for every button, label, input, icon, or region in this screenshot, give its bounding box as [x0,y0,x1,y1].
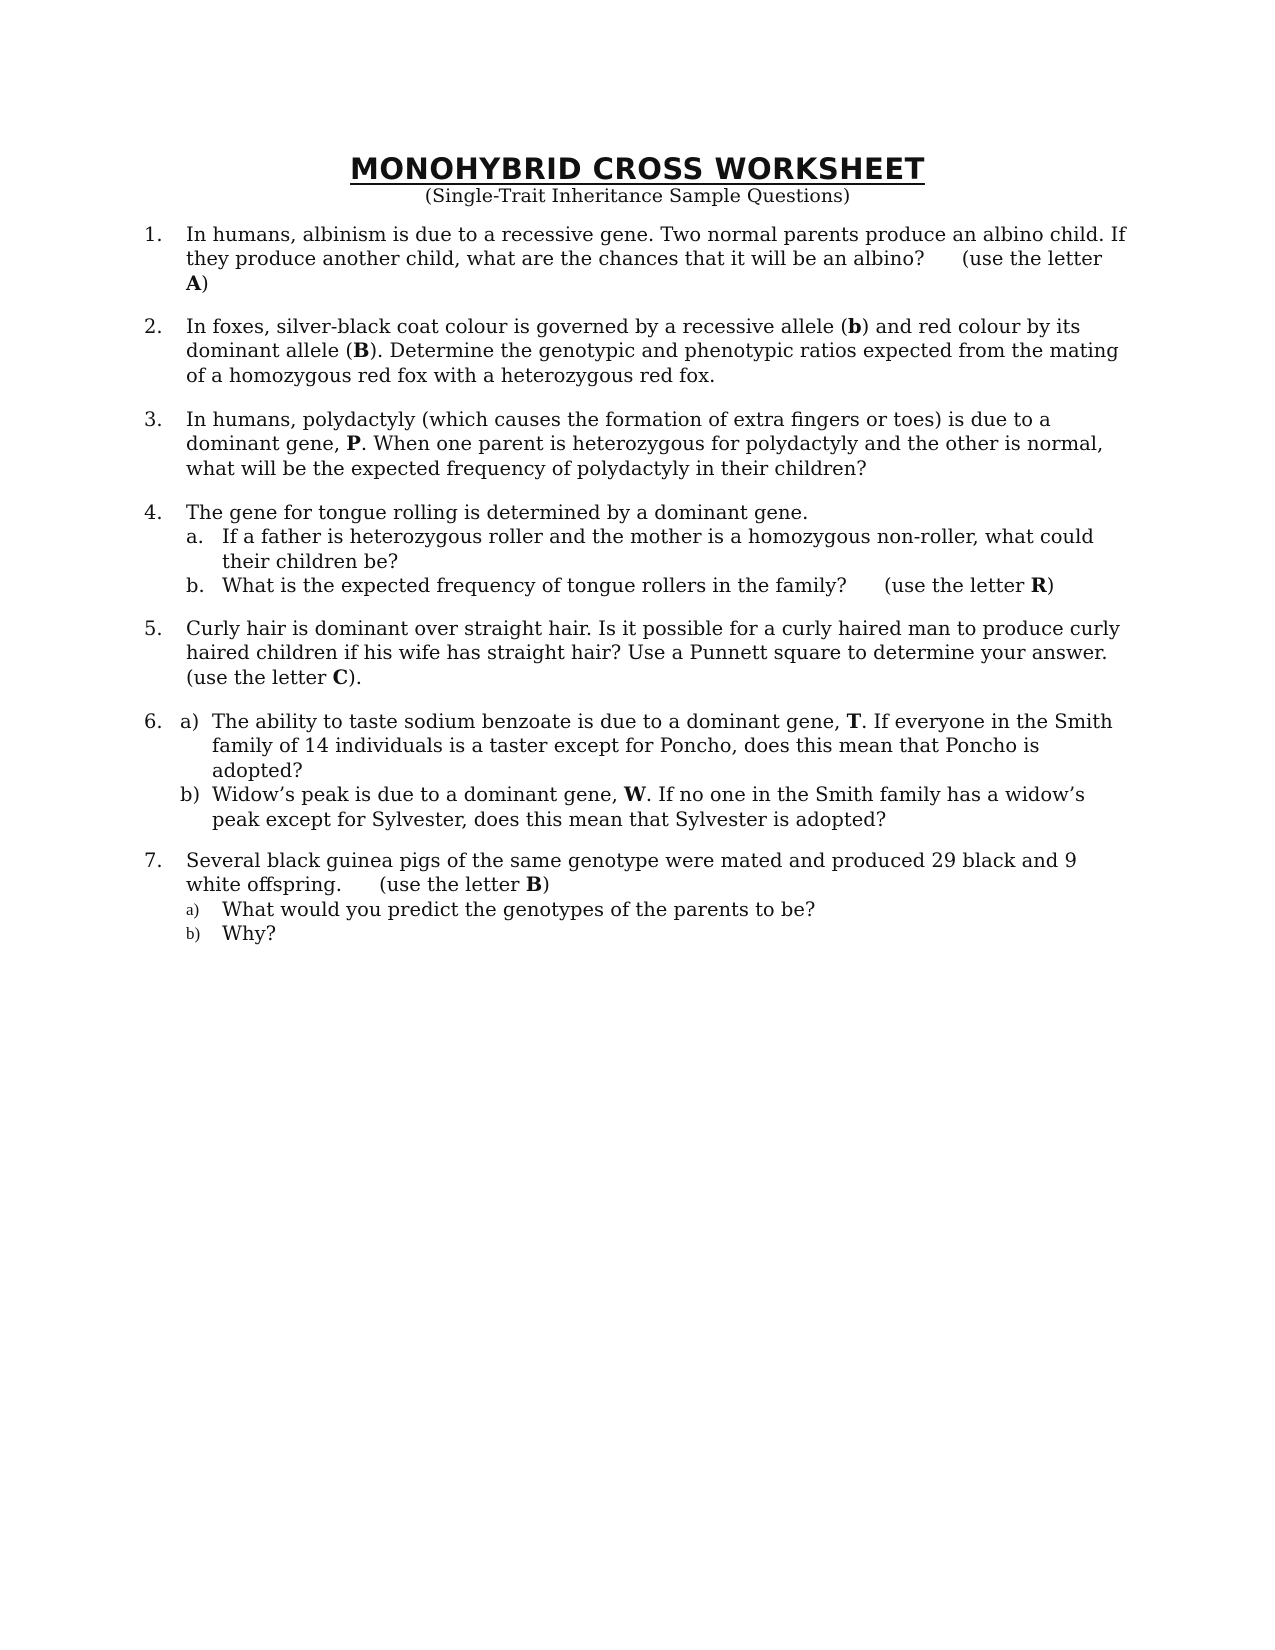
sub-question-b [186,574,1129,598]
question-number: 3. [144,408,163,431]
allele-letter: T [846,710,862,733]
question-text-part: In humans, albinism is due to a recessive gene. Two normal parents produce an albino child. If they produce another child, what are the chances that it will be an albino? (use the letter [186,223,1126,271]
page-subtitle: (Single-Trait Inheritance Sample Questions) [424,185,851,207]
question-number: 2. [144,315,163,338]
allele-letter: P [346,432,361,456]
question-number: 7. [144,849,163,872]
sub-question-label: b. [186,574,205,598]
sub-question-a [186,898,1129,922]
sub-question-label: b) [186,924,201,944]
allele-letter: B [525,873,543,897]
question-text-part: Curly hair is dominant over straight hair. Is it possible for a curly haired man to produce curly haired children if his wife has straight hair? Use a Punnett square to determine your answer. (use the letter [186,617,1120,689]
question-body [180,710,1129,832]
question-text [186,408,1129,481]
question-text [186,315,1129,388]
sub-question-b [180,783,1129,832]
question-text-part: ) and red colour by its dominant allele ( [186,315,1081,363]
question-body [186,849,1129,947]
sub-question-text: If a father is heterozygous roller and the mother is a homozygous non-roller, what could their children be? [222,525,1094,573]
sub-question-b [186,922,1129,946]
page-title [0,152,1275,186]
sub-question-a [186,525,1129,574]
question-text-part: In humans, polydactyly (which causes the formation of extra fingers or toes) is due to a dominant gene, [186,408,1051,456]
question-text-part: The ability to taste sodium benzoate is due to a dominant gene, [212,710,847,733]
question-4 [144,501,1129,599]
question-3 [144,408,1129,481]
sub-question-text: Why? [222,922,277,946]
question-text-part: ). [348,665,362,689]
question-text-part: Widow’s peak is due to a dominant gene, [212,783,624,807]
question-text [186,223,1129,296]
question-text [186,617,1129,690]
sub-question-text: What would you predict the genotypes of the parents to be? [222,897,816,921]
question-7 [144,849,1129,947]
sub-question-label: a) [186,899,200,919]
question-number: 5. [144,617,163,640]
sub-question-a [180,710,1129,783]
question-number: 6. [144,710,163,733]
sub-question-text [212,783,1129,832]
allele-letter: b [848,315,862,338]
question-6 [144,710,1129,832]
question-text-part: ) [1046,574,1055,598]
question-text-part: In foxes, silver-black coat colour is governed by a recessive allele ( [186,315,849,338]
question-number: 4. [144,501,163,524]
allele-letter: W [624,783,646,807]
question-text-part: . When one parent is heterozygous for polydactyly and the other is normal, what will be the expected frequency of polydactyly in their children? [186,432,1104,480]
allele-letter: C [332,665,349,689]
question-text-part: . If no one in the Smith family has a widow’s peak except for Sylvester, does this mean that Sylvester is adopted? [212,783,1086,831]
sub-question-text [222,574,1129,598]
question-5 [144,617,1129,690]
allele-letter: B [352,339,370,363]
sub-question-text [212,710,1129,783]
question-text-part: ). Determine the genotypic and phenotypic ratios expected from the mating of a homozygous red fox with a heterozygous red fox. [186,339,1119,387]
question-text-part: Several black guinea pigs of the same genotype were mated and produced 29 black and 9 white offspring. (use the letter [186,849,1077,897]
question-text-part: What is the expected frequency of tongue rollers in the family? (use the letter [222,574,1031,598]
sub-question-label: a. [186,525,204,549]
question-body [186,501,1129,599]
question-text [186,849,1129,898]
question-1 [144,223,1129,296]
sub-question-label: a) [180,710,200,733]
sub-question-label: b) [180,783,201,807]
question-text: The gene for tongue rolling is determined by a dominant gene. [186,501,809,524]
question-2 [144,315,1129,388]
question-number: 1. [144,223,163,246]
question-text-part: . If everyone in the Smith family of 14 individuals is a taster except for Poncho, does this mean that Poncho is adopted? [212,710,1113,782]
allele-letter: R [1030,574,1047,598]
question-text-part: ) [542,873,550,897]
question-text-part: ) [201,271,209,295]
title-text: MONOHYBRID CROSS WORKSHEET [350,152,925,186]
allele-letter: A [186,271,202,295]
